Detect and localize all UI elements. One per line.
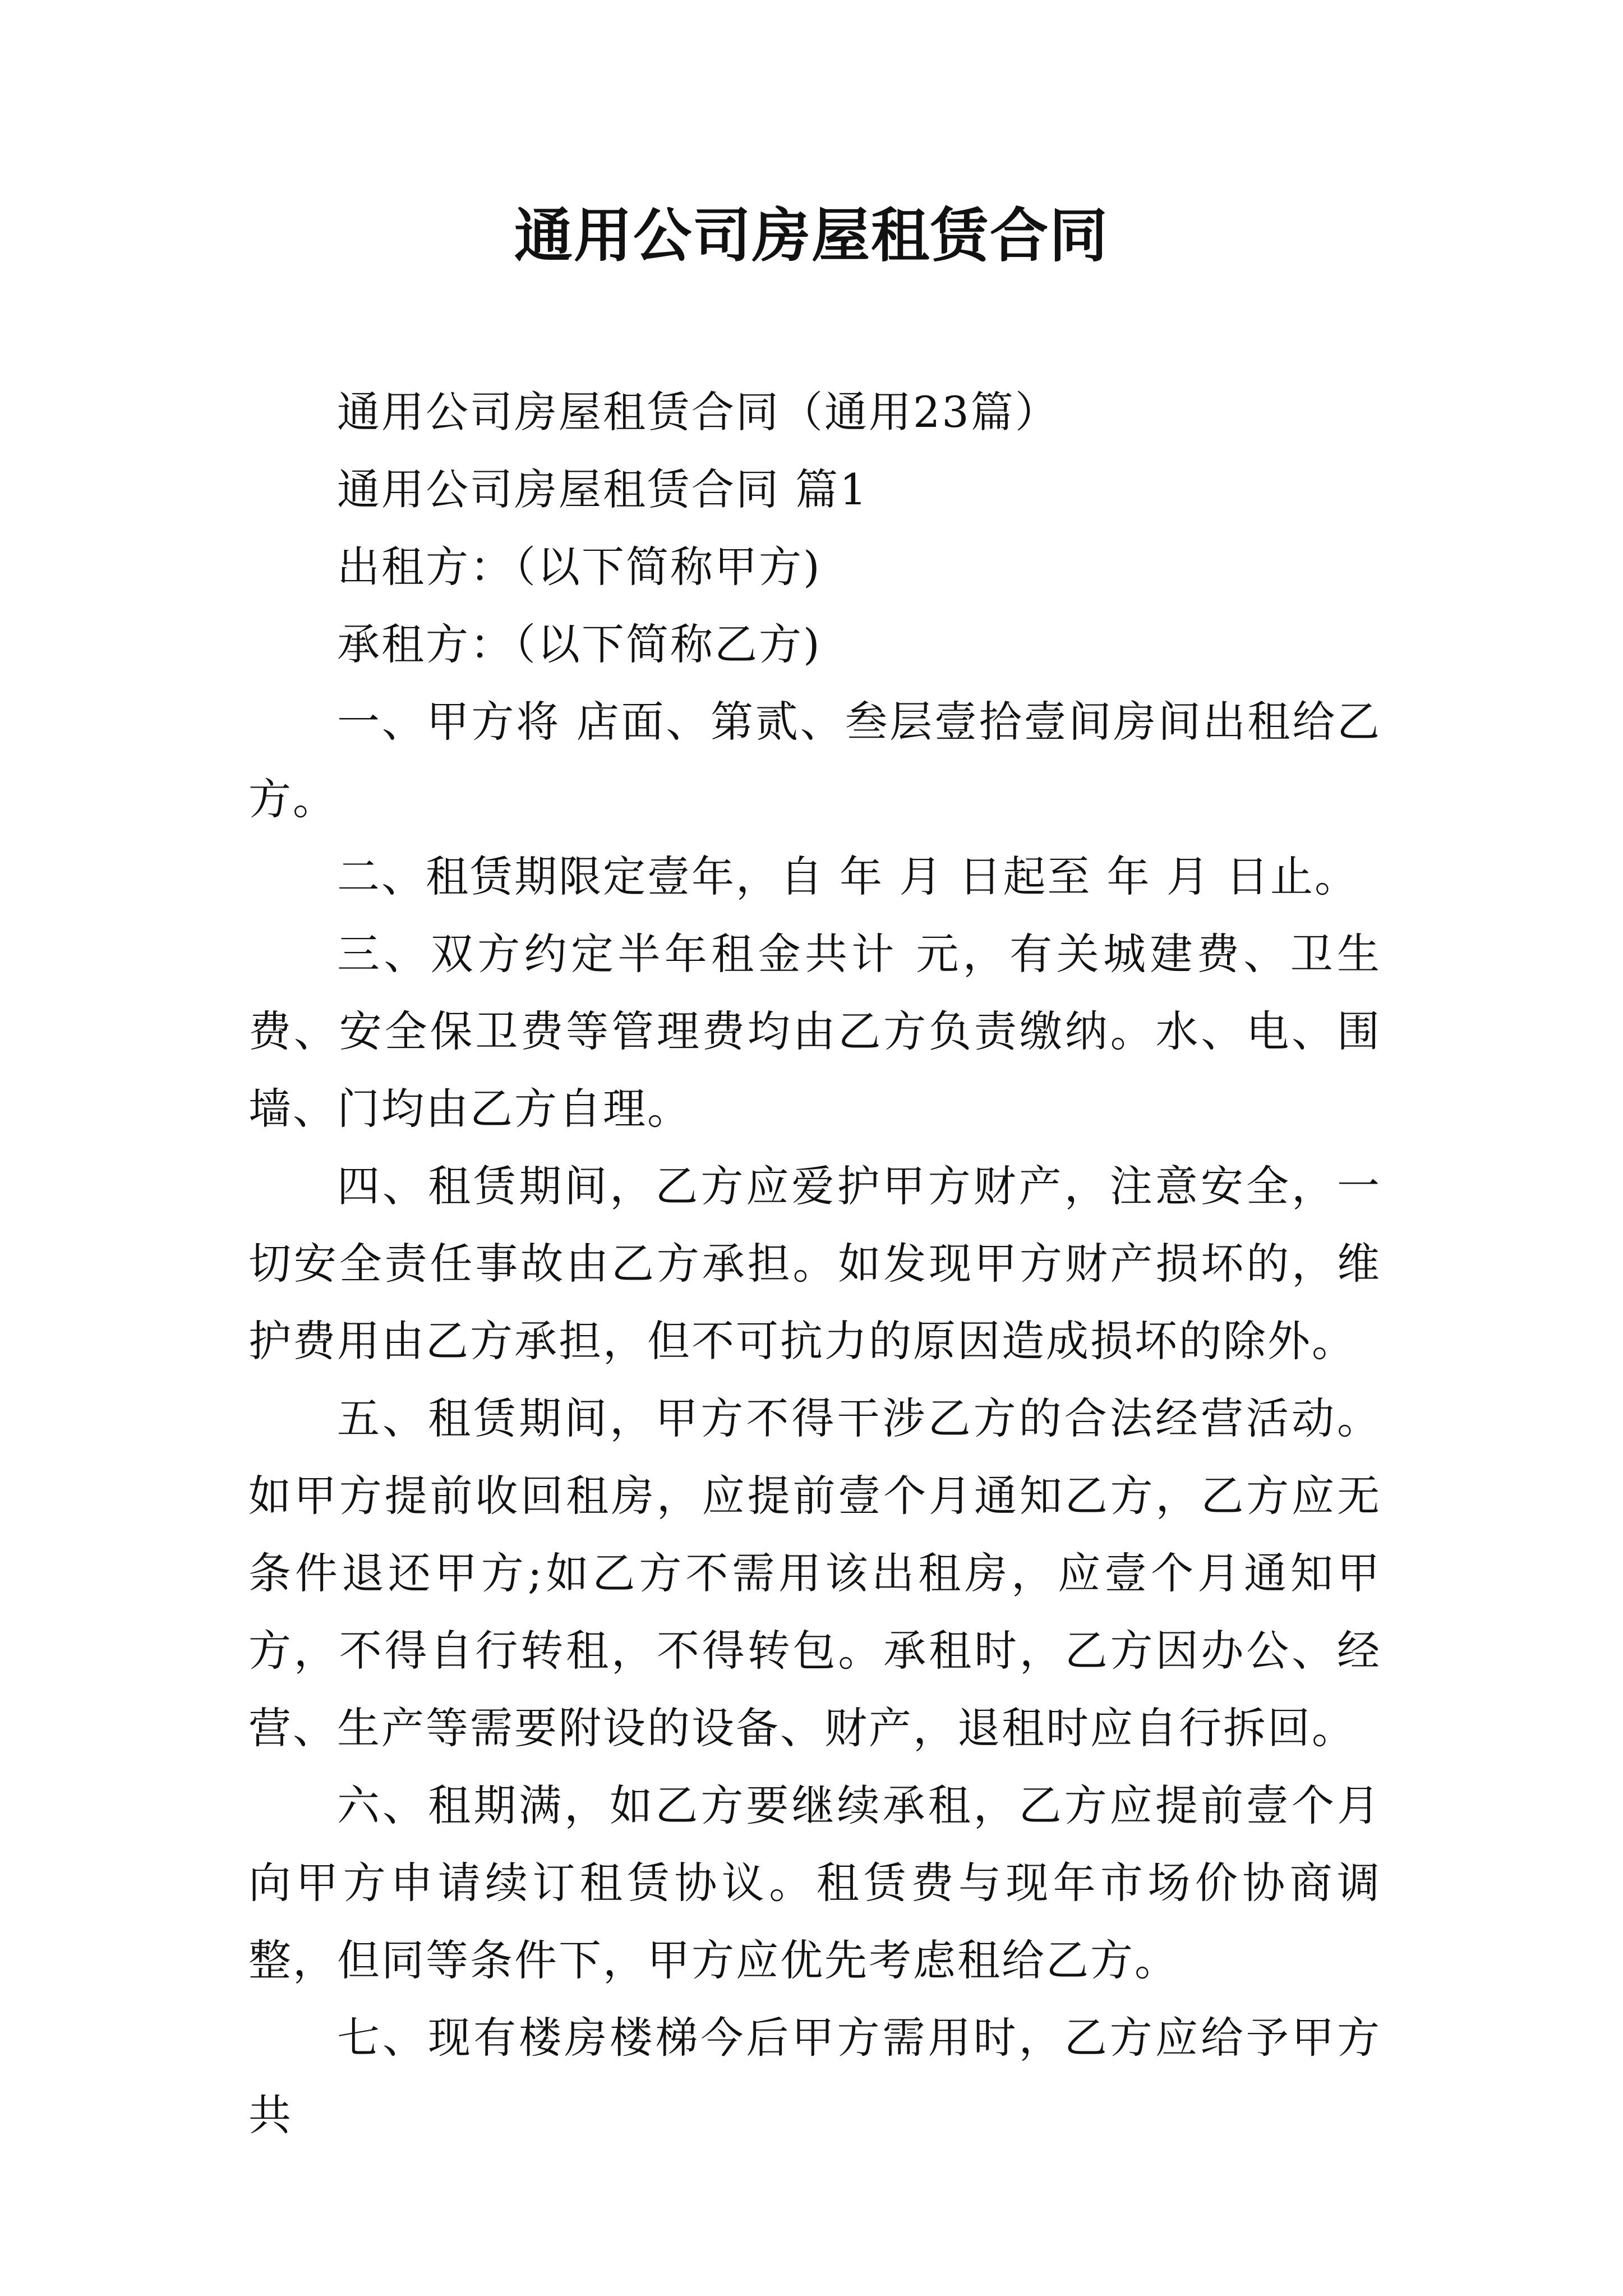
clause-4: 四、租赁期间，乙方应爱护甲方财产，注意安全，一切安全责任事故由乙方承担。如发现甲方财产损坏的，维护费用由乙方承担，但不可抗力的原因造成损坏的除外。 xyxy=(248,1161,1381,1366)
document-title: 通用公司房屋租赁合同 xyxy=(514,201,1109,270)
lessor-line: 出租方：（以下简称甲方) xyxy=(337,542,822,592)
subtitle-paragraph: 通用公司房屋租赁合同（通用23篇） xyxy=(337,387,1059,437)
clause-3: 三、双方约定半年租金共计 元，有关城建费、卫生费、安全保卫费等管理费均由乙方负责缴纳。水、电、围墙、门均由乙方自理。 xyxy=(248,929,1381,1134)
clause-7: 七、现有楼房楼梯今后甲方需用时，乙方应给予甲方共 xyxy=(248,2013,1381,2140)
clause-6: 六、租期满，如乙方要继续承租，乙方应提前壹个月向甲方申请续订租赁协议。租赁费与现年市场价协商调整，但同等条件下，甲方应优先考虑租给乙方。 xyxy=(248,1780,1381,1985)
lessee-line: 承租方：（以下简称乙方) xyxy=(337,619,822,669)
clause-1: 一、甲方将 店面、第贰、叁层壹拾壹间房间出租给乙方。 xyxy=(248,697,1381,824)
clause-2: 二、租赁期限定壹年，自 年 月 日起至 年 月 日止。 xyxy=(337,852,1359,901)
section-heading: 通用公司房屋租赁合同 篇1 xyxy=(337,464,869,514)
clause-5: 五、租赁期间，甲方不得干涉乙方的合法经营活动。如甲方提前收回租房，应提前壹个月通知乙方，乙方应无条件退还甲方;如乙方不需用该出租房，应壹个月通知甲方，不得自行转租，不得转包。承租时，乙方因办公、经营、生产等需要附设的设备、财产，退租时应自行拆回。 xyxy=(248,1393,1381,1753)
document-body xyxy=(248,374,1381,2154)
